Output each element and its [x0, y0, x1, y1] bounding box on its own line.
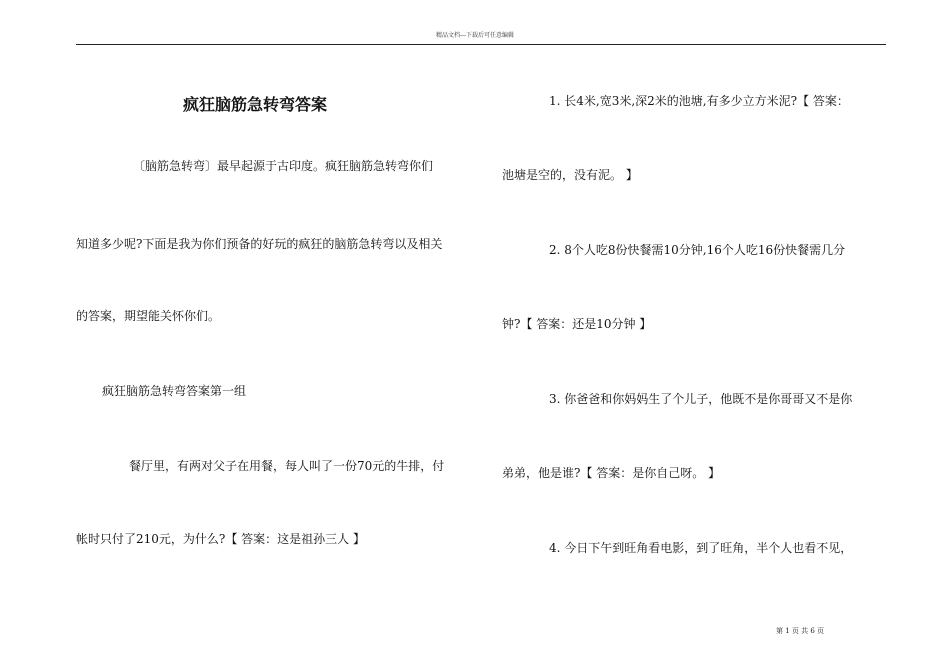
question-2-line-1: 2. 8个人吃8份快餐需10分钟,16个人吃16份快餐需几分 — [549, 243, 846, 257]
section-heading: 疯狂脑筋急转弯答案第一组 — [102, 384, 247, 398]
intro-line-2: 知道多少呢?下面是我为你们预备的好玩的疯狂的脑筋急转弯以及相关 — [76, 237, 443, 251]
page-number: 第 1 页 共 6 页 — [776, 627, 825, 635]
intro-line-3: 的答案，期望能关怀你们。 — [76, 309, 221, 323]
question-4-line-1: 4. 今日下午到旺角看电影，到了旺角，半个人也看不见， — [549, 541, 853, 555]
question-1-line-2: 池塘是空的，没有泥。 】 — [502, 168, 638, 182]
document-title: 疯狂脑筋急转弯答案 — [183, 95, 328, 114]
page-header-text: 精品文档---下载后可任意编辑 — [435, 32, 515, 39]
question-3-line-2: 弟弟，他是谁?【 答案：是你自己呀。 】 — [502, 466, 721, 480]
riddle-line-1: 餐厅里，有两对父子在用餐，每人叫了一份70元的牛排，付 — [129, 459, 445, 473]
header-rule — [76, 44, 886, 45]
riddle-line-2: 帐时只付了210元，为什么?【 答案：这是祖孙三人 】 — [76, 532, 365, 546]
question-2-line-2: 钟?【 答案：还是10分钟 】 — [502, 317, 652, 331]
question-3-line-1: 3. 你爸爸和你妈妈生了个儿子，他既不是你哥哥又不是你 — [549, 392, 853, 406]
question-1-line-1: 1. 长4米,宽3米,深2米的池塘,有多少立方米泥?【 答案： — [549, 94, 849, 108]
intro-line-1: 〔脑筋急转弯〕最早起源于古印度。疯狂脑筋急转弯你们 — [133, 159, 434, 173]
